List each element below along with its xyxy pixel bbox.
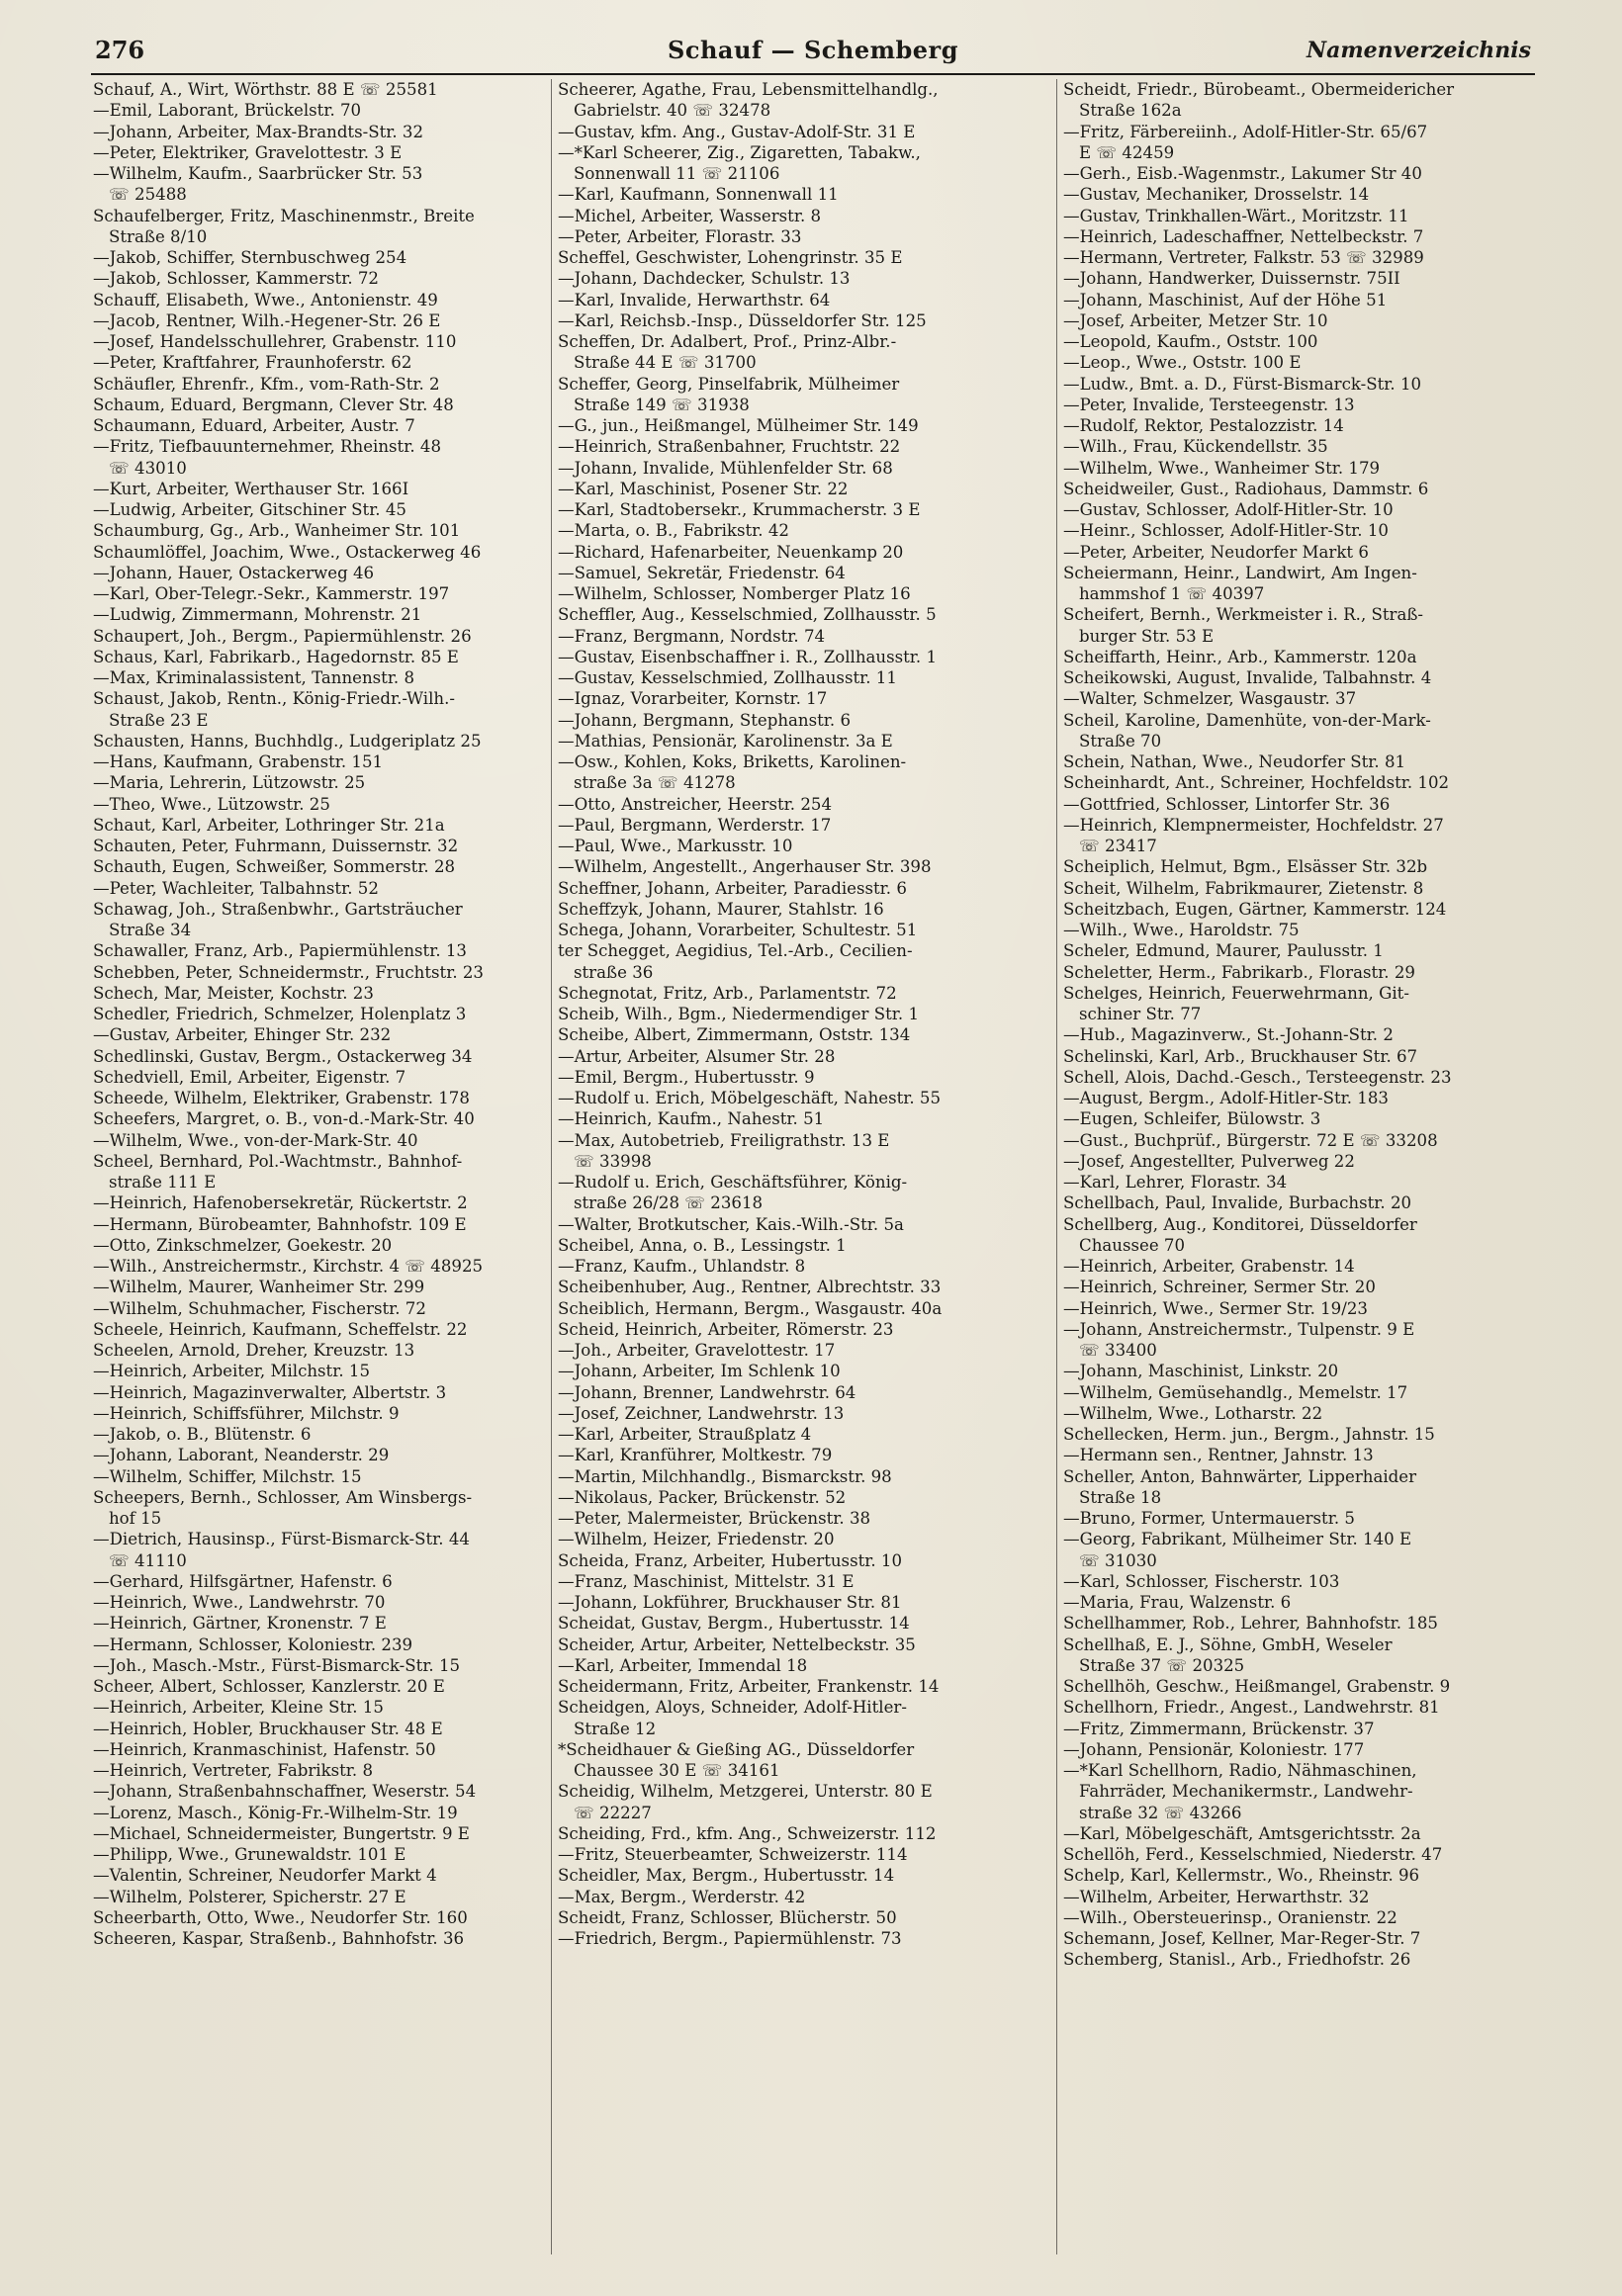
directory-line: —Fritz, Steuerbeamter, Schweizerstr. 114	[558, 1845, 908, 1864]
directory-line: Schebben, Peter, Schneidermstr., Fruchtstr. 23	[93, 962, 484, 982]
directory-line: Scheinhardt, Ant., Schreiner, Hochfeldstr. 102	[1063, 773, 1450, 793]
directory-line: Schell, Alois, Dachd.-Gesch., Tersteegenstr. 23	[1063, 1067, 1452, 1087]
directory-line: Scheerbarth, Otto, Wwe., Neudorfer Str. 160	[93, 1907, 468, 1927]
directory-line: —Peter, Elektriker, Gravelottestr. 3 E	[93, 142, 403, 162]
directory-line: *Scheidhauer & Gießing AG., Düsseldorfer	[558, 1739, 915, 1759]
directory-line: Schäufler, Ehrenfr., Kfm., vom-Rath-Str. 2	[93, 374, 440, 394]
directory-line: —Rudolf u. Erich, Möbelgeschäft, Nahestr. 55	[558, 1089, 942, 1107]
directory-line: —Peter, Kraftfahrer, Fraunhoferstr. 62	[93, 353, 412, 373]
directory-line: —Jakob, o. B., Blütenstr. 6	[93, 1425, 312, 1444]
directory-line: —Wilhelm, Gemüsehandlg., Memelstr. 17	[1063, 1382, 1408, 1402]
directory-line: Scheibenhuber, Aug., Rentner, Albrechtstr. 33	[558, 1278, 942, 1297]
directory-line: burger Str. 53 E	[1079, 626, 1215, 646]
directory-line: —Gustav, kfm. Ang., Gustav-Adolf-Str. 31 E	[558, 122, 916, 141]
directory-line: Schemann, Josef, Kellner, Mar-Reger-Str. 7	[1063, 1929, 1421, 1948]
directory-line: —Wilh., Anstreichermstr., Kirchstr. 4 ☏ 48925	[93, 1257, 484, 1276]
directory-line: —Walter, Schmelzer, Wasgaustr. 37	[1063, 689, 1357, 709]
directory-line: —Wilhelm, Wwe., Wanheimer Str. 179	[1063, 458, 1381, 478]
directory-line: —Heinrich, Arbeiter, Grabenstr. 14	[1063, 1257, 1355, 1276]
directory-line: —Heinrich, Magazinverwalter, Albertstr. 3	[93, 1382, 447, 1402]
page-title: Schauf — Schemberg	[668, 36, 958, 64]
directory-line: Scheffler, Aug., Kesselschmied, Zollhausstr. 5	[558, 605, 937, 625]
directory-line: Sonnenwall 11 ☏ 21106	[574, 164, 780, 183]
directory-line: Schellberg, Aug., Konditorei, Düsseldorfer	[1063, 1214, 1417, 1234]
directory-line: Scheidat, Gustav, Bergm., Hubertusstr. 14	[558, 1614, 910, 1634]
directory-line: Scheibel, Anna, o. B., Lessingstr. 1	[558, 1235, 847, 1255]
directory-line: Schelges, Heinrich, Feuerwehrmann, Git-	[1063, 983, 1409, 1003]
directory-line: —Karl, Arbeiter, Immendal 18	[558, 1655, 808, 1675]
directory-line: —Fritz, Färbereiinh., Adolf-Hitler-Str. 65/67	[1063, 122, 1428, 141]
directory-line: —Bruno, Former, Untermauerstr. 5	[1063, 1509, 1355, 1528]
directory-line: —Gustav, Schlosser, Adolf-Hitler-Str. 10	[1063, 500, 1394, 519]
directory-line: —Karl, Möbelgeschäft, Amtsgerichtsstr. 2a	[1063, 1823, 1421, 1843]
directory-line: —Walter, Brotkutscher, Kais.-Wilh.-Str. 5a	[558, 1214, 904, 1234]
directory-line: —Ludwig, Zimmermann, Mohrenstr. 21	[93, 605, 422, 625]
directory-line: —Gustav, Eisenbschaffner i. R., Zollhausstr. 1	[558, 647, 938, 666]
directory-line: —Peter, Invalide, Tersteegenstr. 13	[1063, 395, 1355, 414]
directory-line: straße 111 E	[109, 1173, 217, 1192]
directory-line: —Josef, Angestellter, Pulverweg 22	[1063, 1151, 1355, 1171]
directory-line: Scheid, Heinrich, Arbeiter, Römerstr. 23	[558, 1319, 894, 1339]
directory-line: —Hermann sen., Rentner, Jahnstr. 13	[1063, 1446, 1374, 1465]
directory-line: —Jacob, Rentner, Wilh.-Hegener-Str. 26 E	[93, 310, 441, 330]
directory-line: Schein, Nathan, Wwe., Neudorfer Str. 81	[1063, 752, 1406, 771]
directory-line: Scheikowski, August, Invalide, Talbahnstr. 4	[1063, 668, 1432, 687]
directory-line: Scheeren, Kaspar, Straßenb., Bahnhofstr. 36	[93, 1929, 465, 1948]
directory-line: Scheil, Karoline, Damenhüte, von-der-Mark-	[1063, 710, 1431, 730]
directory-line: —Marta, o. B., Fabrikstr. 42	[558, 521, 789, 541]
directory-line: Scheiblich, Hermann, Bergm., Wasgaustr. 40a	[558, 1298, 943, 1318]
directory-line: Scheiding, Frd., kfm. Ang., Schweizerstr. 112	[558, 1823, 937, 1843]
directory-line: Schedviell, Emil, Arbeiter, Eigenstr. 7	[93, 1067, 406, 1087]
directory-line: Straße 8/10	[109, 226, 208, 246]
directory-line: —Heinrich, Schiffsführer, Milchstr. 9	[93, 1403, 400, 1423]
directory-line: —Richard, Hafenarbeiter, Neuenkamp 20	[558, 542, 904, 562]
directory-line: Schech, Mar, Meister, Kochstr. 23	[93, 983, 374, 1003]
directory-line: —Kurt, Arbeiter, Werthauser Str. 166I	[93, 479, 409, 498]
directory-line: —Maria, Frau, Walzenstr. 6	[1063, 1593, 1292, 1612]
directory-line: —Joh., Arbeiter, Gravelottestr. 17	[558, 1341, 836, 1360]
directory-line: hammshof 1 ☏ 40397	[1079, 584, 1265, 603]
directory-line: —Fritz, Tiefbauunternehmer, Rheinstr. 48	[93, 437, 442, 457]
directory-line: hof 15	[109, 1509, 162, 1528]
directory-line: —Johann, Maschinist, Linkstr. 20	[1063, 1362, 1339, 1381]
directory-line: Chaussee 30 E ☏ 34161	[574, 1761, 780, 1780]
directory-line: Schauff, Elisabeth, Wwe., Antonienstr. 49	[93, 290, 438, 309]
directory-line: —Franz, Kaufm., Uhlandstr. 8	[558, 1257, 806, 1276]
directory-line: —Wilhelm, Kaufm., Saarbrücker Str. 53	[93, 164, 423, 183]
directory-line: Scheerer, Agathe, Frau, Lebensmittelhandlg.,	[558, 80, 939, 99]
directory-line: straße 36	[574, 962, 654, 982]
directory-line: ☏ 33400	[1079, 1341, 1157, 1360]
directory-line: —Georg, Fabrikant, Mülheimer Str. 140 E	[1063, 1530, 1412, 1549]
directory-line: —Josef, Handelsschullehrer, Grabenstr. 110	[93, 332, 457, 351]
directory-line: Scheib, Wilh., Bgm., Niedermendiger Str. 1	[558, 1005, 920, 1023]
directory-line: Scheidgen, Aloys, Schneider, Adolf-Hitler-	[558, 1698, 907, 1718]
directory-line: —Gustav, Mechaniker, Drosselstr. 14	[1063, 185, 1370, 205]
directory-line: Schaust, Jakob, Rentn., König-Friedr.-Wilh.-	[93, 689, 455, 709]
directory-line: —Paul, Bergmann, Werderstr. 17	[558, 815, 832, 835]
directory-line: —Johann, Laborant, Neanderstr. 29	[93, 1446, 390, 1465]
directory-line: —Gustav, Trinkhallen-Wärt., Moritzstr. 11	[1063, 206, 1409, 225]
directory-line: Scheider, Artur, Arbeiter, Nettelbeckstr. 35	[558, 1634, 916, 1654]
directory-line: ☏ 25488	[109, 185, 187, 205]
directory-line: —Gerh., Eisb.-Wagenmstr., Lakumer Str 40	[1063, 164, 1422, 183]
directory-line: —Leop., Wwe., Oststr. 100 E	[1063, 353, 1302, 373]
directory-line: Gabrielstr. 40 ☏ 32478	[574, 101, 771, 121]
directory-line: Scheele, Heinrich, Kaufmann, Scheffelstr. 22	[93, 1319, 468, 1339]
directory-line: Schellhammer, Rob., Lehrer, Bahnhofstr. 185	[1063, 1614, 1438, 1634]
directory-line: —Heinr., Schlosser, Adolf-Hitler-Str. 10	[1063, 521, 1389, 541]
directory-line: Schellöh, Ferd., Kesselschmied, Niederstr. 47	[1063, 1845, 1443, 1864]
directory-line: —Peter, Arbeiter, Neudorfer Markt 6	[1063, 542, 1369, 562]
directory-line: Fahrräder, Mechanikermstr., Landwehr-	[1079, 1782, 1413, 1802]
directory-line: —Karl, Ober-Telegr.-Sekr., Kammerstr. 197	[93, 584, 450, 603]
column-3	[1063, 79, 1538, 1971]
directory-line: —Wilhelm, Angestellt., Angerhauser Str. 398	[558, 857, 932, 877]
directory-line: —Ludw., Bmt. a. D., Fürst-Bismarck-Str. 10	[1063, 374, 1422, 394]
directory-line: Schaut, Karl, Arbeiter, Lothringer Str. 21a	[93, 815, 445, 835]
directory-line: —Heinrich, Arbeiter, Kleine Str. 15	[93, 1698, 384, 1718]
directory-line: —Mathias, Pensionär, Karolinenstr. 3a E	[558, 731, 893, 751]
directory-line: ter Schegget, Aegidius, Tel.-Arb., Cecilien-	[558, 941, 913, 961]
directory-line: —Wilhelm, Polsterer, Spicherstr. 27 E	[93, 1887, 406, 1906]
directory-line: ☏ 43010	[109, 458, 187, 478]
directory-line: —Peter, Arbeiter, Florastr. 33	[558, 226, 802, 246]
directory-line: Schaumburg, Gg., Arb., Wanheimer Str. 101	[93, 521, 461, 541]
directory-line: Schega, Johann, Vorarbeiter, Schultestr. 51	[558, 921, 918, 939]
directory-line: Schaus, Karl, Fabrikarb., Hagedornstr. 85 E	[93, 647, 459, 666]
directory-line: —Josef, Arbeiter, Metzer Str. 10	[1063, 310, 1328, 330]
directory-line: Scheidig, Wilhelm, Metzgerei, Unterstr. 80 E	[558, 1782, 933, 1802]
directory-line: —Wilhelm, Arbeiter, Herwarthstr. 32	[1063, 1887, 1370, 1906]
directory-line: —Max, Autobetrieb, Freiligrathstr. 13 E	[558, 1130, 890, 1150]
directory-line: Scheletter, Herm., Fabrikarb., Florastr. 29	[1063, 962, 1415, 982]
directory-line: —Peter, Wachleiter, Talbahnstr. 52	[93, 878, 379, 898]
directory-line: Scheffzyk, Johann, Maurer, Stahlstr. 16	[558, 899, 884, 919]
directory-line: —Martin, Milchhandlg., Bismarckstr. 98	[558, 1466, 892, 1486]
directory-line: —Gustav, Kesselschmied, Zollhausstr. 11	[558, 668, 897, 687]
directory-line: —Hub., Magazinverw., St.-Johann-Str. 2	[1063, 1025, 1394, 1045]
directory-line: —Valentin, Schreiner, Neudorfer Markt 4	[93, 1866, 437, 1886]
directory-line: Schellhöh, Geschw., Heißmangel, Grabenstr. 9	[1063, 1677, 1451, 1696]
directory-line: —Johann, Arbeiter, Max-Brandts-Str. 32	[93, 122, 424, 141]
directory-line: Schemberg, Stanisl., Arb., Friedhofstr. 26	[1063, 1950, 1411, 1970]
directory-line: —Nikolaus, Packer, Brückenstr. 52	[558, 1487, 847, 1507]
directory-line: —Heinrich, Wwe., Landwehrstr. 70	[93, 1593, 386, 1612]
column-1	[93, 79, 568, 1949]
directory-line: Scheida, Franz, Arbeiter, Hubertusstr. 10	[558, 1550, 903, 1570]
directory-line: ☏ 33998	[574, 1151, 652, 1171]
directory-line: —Heinrich, Arbeiter, Milchstr. 15	[93, 1362, 371, 1381]
page-header	[95, 36, 1531, 69]
directory-line: —Wilhelm, Schiffer, Milchstr. 15	[93, 1466, 362, 1486]
directory-line: —Heinrich, Klempnermeister, Hochfeldstr. 27	[1063, 815, 1444, 835]
directory-line: —Rudolf, Rektor, Pestalozzistr. 14	[1063, 416, 1344, 435]
directory-line: —Karl, Arbeiter, Straußplatz 4	[558, 1425, 812, 1444]
directory-line: —Otto, Anstreicher, Heerstr. 254	[558, 794, 833, 814]
directory-line: Schauth, Eugen, Schweißer, Sommerstr. 28	[93, 857, 456, 877]
directory-line: ☏ 41110	[109, 1550, 187, 1570]
directory-line: Scheefers, Margret, o. B., von-d.-Mark-Str. 40	[93, 1109, 475, 1129]
directory-line: Schawaller, Franz, Arb., Papiermühlenstr. 13	[93, 941, 467, 961]
directory-line: —Karl, Reichsb.-Insp., Düsseldorfer Str. 125	[558, 310, 927, 330]
directory-line: Schaum, Eduard, Bergmann, Clever Str. 48	[93, 395, 454, 414]
directory-line: —Johann, Anstreichermstr., Tulpenstr. 9 E	[1063, 1319, 1415, 1339]
directory-line: —Karl, Maschinist, Posener Str. 22	[558, 479, 849, 498]
directory-line: —Franz, Maschinist, Mittelstr. 31 E	[558, 1571, 855, 1591]
directory-line: —Wilhelm, Schlosser, Nomberger Platz 16	[558, 584, 911, 603]
directory-line: Scheit, Wilhelm, Fabrikmaurer, Zietenstr. 8	[1063, 878, 1424, 898]
directory-line: schiner Str. 77	[1079, 1005, 1202, 1023]
directory-line: —Max, Bergm., Werderstr. 42	[558, 1887, 806, 1906]
directory-line: —Hermann, Schlosser, Koloniestr. 239	[93, 1634, 413, 1654]
directory-line: —Friedrich, Bergm., Papiermühlenstr. 73	[558, 1929, 902, 1948]
directory-line: —Max, Kriminalassistent, Tannenstr. 8	[93, 668, 415, 687]
directory-line: Straße 34	[109, 921, 192, 939]
directory-line: Scheitzbach, Eugen, Gärtner, Kammerstr. 124	[1063, 899, 1447, 919]
column-divider	[1056, 79, 1057, 2254]
directory-line: —Gerhard, Hilfsgärtner, Hafenstr. 6	[93, 1571, 393, 1591]
directory-line: —Heinrich, Gärtner, Kronenstr. 7 E	[93, 1614, 387, 1634]
directory-line: Chaussee 70	[1079, 1235, 1186, 1255]
directory-line: —Gust., Buchprüf., Bürgerstr. 72 E ☏ 33208	[1063, 1130, 1438, 1150]
directory-line: —Emil, Bergm., Hubertusstr. 9	[558, 1067, 815, 1087]
directory-line: —Johann, Handwerker, Duissernstr. 75II	[1063, 269, 1400, 289]
directory-line: —Osw., Kohlen, Koks, Briketts, Karolinen-	[558, 752, 907, 771]
directory-line: Scheel, Bernhard, Pol.-Wachtmstr., Bahnhof-	[93, 1151, 463, 1171]
directory-line: —Josef, Zeichner, Landwehrstr. 13	[558, 1403, 845, 1423]
directory-line: —Heinrich, Wwe., Sermer Str. 19/23	[1063, 1298, 1368, 1318]
directory-line: —Wilhelm, Heizer, Friedenstr. 20	[558, 1530, 835, 1549]
directory-line: Straße 149 ☏ 31938	[574, 395, 750, 414]
directory-line: —Johann, Straßenbahnschaffner, Weserstr. 54	[93, 1782, 477, 1802]
directory-line: —Johann, Hauer, Ostackerweg 46	[93, 563, 375, 582]
directory-line: —Paul, Wwe., Markusstr. 10	[558, 837, 793, 855]
directory-line: —Samuel, Sekretär, Friedenstr. 64	[558, 563, 846, 582]
directory-line: —Johann, Arbeiter, Im Schlenk 10	[558, 1362, 841, 1381]
directory-line: straße 26/28 ☏ 23618	[574, 1193, 764, 1213]
directory-line: —Rudolf u. Erich, Geschäftsführer, König-	[558, 1173, 908, 1192]
directory-line: —Wilh., Obersteuerinsp., Oranienstr. 22	[1063, 1907, 1397, 1927]
directory-line: —Heinrich, Ladeschaffner, Nettelbeckstr. 7	[1063, 226, 1424, 246]
directory-line: —Johann, Brenner, Landwehrstr. 64	[558, 1382, 856, 1402]
directory-line: Schedlinski, Gustav, Bergm., Ostackerweg 34	[93, 1046, 473, 1066]
directory-line: —Wilhelm, Maurer, Wanheimer Str. 299	[93, 1278, 425, 1297]
directory-line: Scheede, Wilhelm, Elektriker, Grabenstr. 178	[93, 1089, 470, 1107]
directory-line: —Johann, Invalide, Mühlenfelder Str. 68	[558, 458, 893, 478]
directory-line: Straße 70	[1079, 731, 1162, 751]
directory-line: —Heinrich, Straßenbahner, Fruchtstr. 22	[558, 437, 901, 457]
directory-line: Schaufelberger, Fritz, Maschinenmstr., Breite	[93, 206, 475, 225]
directory-line: —Lorenz, Masch., König-Fr.-Wilhelm-Str. 19	[93, 1803, 458, 1822]
directory-line: Schaumlöffel, Joachim, Wwe., Ostackerweg 46	[93, 542, 482, 562]
directory-line: —G., jun., Heißmangel, Mülheimer Str. 149	[558, 416, 919, 435]
directory-line: —Wilhelm, Wwe., von-der-Mark-Str. 40	[93, 1130, 418, 1150]
directory-line: —Wilh., Wwe., Haroldstr. 75	[1063, 921, 1300, 939]
column-2	[558, 79, 1033, 1949]
directory-line: Scheller, Anton, Bahnwärter, Lipperhaider	[1063, 1466, 1417, 1486]
directory-line: —Heinrich, Schreiner, Sermer Str. 20	[1063, 1278, 1376, 1297]
directory-line: Schellhaß, E. J., Söhne, GmbH, Weseler	[1063, 1634, 1393, 1654]
directory-line: —Johann, Maschinist, Auf der Höhe 51	[1063, 290, 1388, 309]
directory-line: —Michel, Arbeiter, Wasserstr. 8	[558, 206, 822, 225]
directory-line: —Heinrich, Kranmaschinist, Hafenstr. 50	[93, 1739, 436, 1759]
directory-line: Scheelen, Arnold, Dreher, Kreuzstr. 13	[93, 1341, 415, 1360]
directory-line: —Ludwig, Arbeiter, Gitschiner Str. 45	[93, 500, 406, 519]
header-rule	[91, 73, 1535, 75]
directory-line: straße 3a ☏ 41278	[574, 773, 736, 793]
directory-line: —Hans, Kaufmann, Grabenstr. 151	[93, 752, 384, 771]
directory-line: —Theo, Wwe., Lützowstr. 25	[93, 794, 330, 814]
page-number: 276	[95, 36, 145, 64]
directory-line: Schelp, Karl, Kellermstr., Wo., Rheinstr. 96	[1063, 1866, 1420, 1886]
directory-line: Schellbach, Paul, Invalide, Burbachstr. 20	[1063, 1193, 1412, 1213]
directory-line: Schegnotat, Fritz, Arb., Parlamentstr. 72	[558, 983, 897, 1003]
directory-line: Scheffner, Johann, Arbeiter, Paradiesstr. 6	[558, 878, 907, 898]
directory-line: Scheepers, Bernh., Schlosser, Am Winsbergs-	[93, 1487, 473, 1507]
directory-line: —Artur, Arbeiter, Alsumer Str. 28	[558, 1046, 836, 1066]
directory-line: Schauten, Peter, Fuhrmann, Duissernstr. 32	[93, 837, 459, 855]
directory-line: Scheidweiler, Gust., Radiohaus, Dammstr. 6	[1063, 479, 1429, 498]
directory-line: Straße 37 ☏ 20325	[1079, 1655, 1245, 1675]
directory-line: Scheibe, Albert, Zimmermann, Oststr. 134	[558, 1025, 911, 1045]
directory-line: Scheiplich, Helmut, Bgm., Elsässer Str. 32b	[1063, 857, 1428, 877]
directory-line: Straße 44 E ☏ 31700	[574, 353, 757, 373]
directory-line: Schaupert, Joh., Bergm., Papiermühlenstr. 26	[93, 626, 472, 646]
directory-line: Schawag, Joh., Straßenbwhr., Gartsträucher	[93, 899, 463, 919]
directory-line: —Philipp, Wwe., Grunewaldstr. 101 E	[93, 1845, 406, 1864]
directory-line: —Karl, Kaufmann, Sonnenwall 11	[558, 185, 839, 205]
directory-line: —Michael, Schneidermeister, Bungertstr. 9 E	[93, 1823, 470, 1843]
directory-line: —Wilhelm, Wwe., Lotharstr. 22	[1063, 1403, 1323, 1423]
directory-line: Straße 23 E	[109, 710, 209, 730]
directory-line: —Jakob, Schiffer, Sternbuschweg 254	[93, 248, 407, 267]
directory-line: Scheidt, Friedr., Bürobeamt., Obermeidericher	[1063, 80, 1455, 99]
directory-line: —*Karl Scheerer, Zig., Zigaretten, Tabakw.,	[558, 142, 921, 162]
directory-line: Schelinski, Karl, Arb., Bruckhauser Str. 67	[1063, 1046, 1418, 1066]
directory-line: —Heinrich, Vertreter, Fabrikstr. 8	[93, 1761, 374, 1780]
directory-line: Straße 162a	[1079, 101, 1182, 121]
directory-line: straße 32 ☏ 43266	[1079, 1803, 1242, 1822]
directory-line: —Otto, Zinkschmelzer, Goekestr. 20	[93, 1235, 393, 1255]
directory-line: Scheidler, Max, Bergm., Hubertusstr. 14	[558, 1866, 895, 1886]
directory-line: —Heinrich, Kaufm., Nahestr. 51	[558, 1109, 825, 1129]
directory-line: Scheer, Albert, Schlosser, Kanzlerstr. 20 E	[93, 1677, 445, 1696]
directory-line: —Gottfried, Schlosser, Lintorfer Str. 36	[1063, 794, 1391, 814]
directory-line: —Karl, Stadtobersekr., Krummacherstr. 3 E	[558, 500, 921, 519]
directory-line: —Ignaz, Vorarbeiter, Kornstr. 17	[558, 689, 828, 709]
directory-line: —Wilh., Frau, Kückendellstr. 35	[1063, 437, 1328, 457]
directory-line: Scheifert, Bernh., Werkmeister i. R., Straß-	[1063, 605, 1424, 625]
directory-line: Scheidt, Franz, Schlosser, Blücherstr. 50	[558, 1907, 897, 1927]
directory-line: —Wilhelm, Schuhmacher, Fischerstr. 72	[93, 1298, 426, 1318]
directory-line: —Hermann, Bürobeamter, Bahnhofstr. 109 E	[93, 1214, 467, 1234]
directory-line: ☏ 22227	[574, 1803, 652, 1822]
directory-line: —Maria, Lehrerin, Lützowstr. 25	[93, 773, 366, 793]
directory-line: —Karl, Invalide, Herwarthstr. 64	[558, 290, 831, 309]
directory-line: —August, Bergm., Adolf-Hitler-Str. 183	[1063, 1089, 1389, 1107]
directory-line: —Johann, Dachdecker, Schulstr. 13	[558, 269, 851, 289]
directory-line: —Eugen, Schleifer, Bülowstr. 3	[1063, 1109, 1321, 1129]
directory-line: Scheler, Edmund, Maurer, Paulusstr. 1	[1063, 941, 1384, 961]
directory-line: Schellhorn, Friedr., Angest., Landwehrstr. 81	[1063, 1698, 1440, 1718]
directory-line: ☏ 31030	[1079, 1550, 1157, 1570]
directory-line: —Fritz, Zimmermann, Brückenstr. 37	[1063, 1719, 1375, 1738]
directory-line: —Dietrich, Hausinsp., Fürst-Bismarck-Str. 44	[93, 1530, 470, 1549]
directory-line: —Gustav, Arbeiter, Ehinger Str. 232	[93, 1025, 392, 1045]
directory-line: Scheiffarth, Heinr., Arb., Kammerstr. 120a	[1063, 647, 1417, 666]
directory-line: E ☏ 42459	[1079, 142, 1175, 162]
directory-line: —Johann, Pensionär, Koloniestr. 177	[1063, 1739, 1365, 1759]
directory-line: —Karl, Kranführer, Moltkestr. 79	[558, 1446, 833, 1465]
directory-line: —Peter, Malermeister, Brückenstr. 38	[558, 1509, 871, 1528]
directory-line: Schauf, A., Wirt, Wörthstr. 88 E ☏ 25581	[93, 80, 438, 99]
directory-line: —Franz, Bergmann, Nordstr. 74	[558, 626, 826, 646]
directory-line: Straße 18	[1079, 1487, 1162, 1507]
directory-line: —Jakob, Schlosser, Kammerstr. 72	[93, 269, 379, 289]
directory-line: —Johann, Lokführer, Bruckhauser Str. 81	[558, 1593, 902, 1612]
directory-line: Schaumann, Eduard, Arbeiter, Austr. 7	[93, 416, 415, 435]
directory-line: Scheidermann, Fritz, Arbeiter, Frankenstr. 14	[558, 1677, 940, 1696]
directory-line: —Emil, Laborant, Brückelstr. 70	[93, 101, 362, 121]
directory-line: —Joh., Masch.-Mstr., Fürst-Bismarck-Str. 15	[93, 1655, 461, 1675]
directory-line: —Heinrich, Hobler, Bruckhauser Str. 48 E	[93, 1719, 443, 1738]
directory-line: Straße 12	[574, 1719, 657, 1738]
directory-line: —Karl, Lehrer, Florastr. 34	[1063, 1173, 1288, 1192]
directory-line: —Hermann, Vertreter, Falkstr. 53 ☏ 32989	[1063, 248, 1424, 267]
directory-line: ☏ 23417	[1079, 837, 1157, 855]
directory-line: —Leopold, Kaufm., Oststr. 100	[1063, 332, 1318, 351]
directory-line: Scheffel, Geschwister, Lohengrinstr. 35 E	[558, 248, 903, 267]
directory-line: Scheffer, Georg, Pinselfabrik, Mülheimer	[558, 374, 900, 394]
directory-line: Scheiermann, Heinr., Landwirt, Am Ingen-	[1063, 563, 1417, 582]
directory-line: —*Karl Schellhorn, Radio, Nähmaschinen,	[1063, 1761, 1417, 1780]
directory-line: Schellecken, Herm. jun., Bergm., Jahnstr. 15	[1063, 1425, 1435, 1444]
directory-line: Schausten, Hanns, Buchhdlg., Ludgeriplatz 25	[93, 731, 482, 751]
section-title: Namenverzeichnis	[1307, 38, 1531, 63]
directory-line: —Karl, Schlosser, Fischerstr. 103	[1063, 1571, 1340, 1591]
directory-line: Scheffen, Dr. Adalbert, Prof., Prinz-Albr.-	[558, 332, 897, 351]
directory-line: Schedler, Friedrich, Schmelzer, Holenplatz 3	[93, 1005, 467, 1023]
directory-line: —Johann, Bergmann, Stephanstr. 6	[558, 710, 852, 730]
directory-line: —Heinrich, Hafenobersekretär, Rückertstr. 2	[93, 1193, 468, 1213]
